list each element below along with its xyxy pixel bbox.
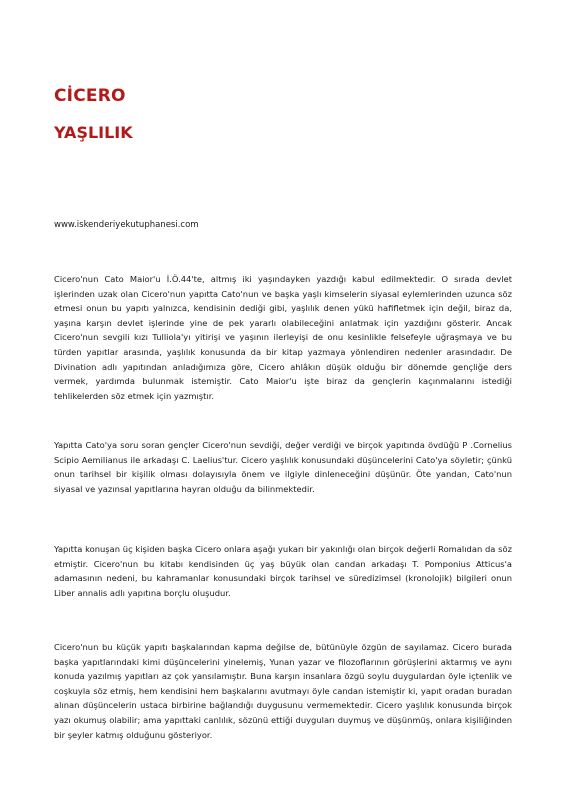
author-heading: CİCERO <box>54 86 126 106</box>
book-title: YAŞLILIK <box>54 123 133 142</box>
paragraph-1: Cicero'nun Cato Maior'u İ.Ö.44'te, altmış iki yaşındayken yazdığı kabul edilmektedir. O sırada devlet işlerinden uzak olan Cicero'nun yapıtta Cato'nun ve başka yaşlı kimselerin siyasal eylemlerinden uzunca söz etmesi onun bu yapıtı yalnızca, kendisinin dediği gibi, yaşlılık denen yükü hafifletmek için değil, biraz da, yaşına karşın devlet işlerinde yine de pek yararlı olabileceğini anlatmak için yazdığını gösterir. Ancak Cicero'nun sevgili kızı Tulliola'yı yitirişi ve yaşının ilerleyişi de onu kesinlikle felsefeyle uğraşmaya ve bu türden yapıtlar arasında, yaşlılık konusunda da bir kitap yazmaya yönlendiren nedenler arasındadır. De Divination adlı yapıtından anladığımıza göre, Cicero ahlâkın düşük olduğu bir dönemde gençliğe ders vermek, yardımda bulunmak istemiştir. Cato Maior'u işte biraz da gençlerin kaçınmalarını istediği tehlikelerden söz etmek için yazmıştır. <box>54 274 512 401</box>
paragraph-3: Yapıtta konuşan üç kişiden başka Cicero onlara aşağı yukarı bir yakınlığı olan birçok değerli Romalıdan da söz etmiştir. Cicero'nun bu kitabı kendisinden üç yaş büyük olan candan arkadaşı T. Pomponius Atticus'a adamasının nedeni, bu kahramanlar konusundaki birçok tarihsel ve süredizimsel (kronolojik) bilgileri onun Liber annalis adlı yapıtına borçlu oluşudur. <box>54 544 512 598</box>
paragraph-4: Cicero'nun bu küçük yapıtı başkalarından kapma değilse de, bütünüyle özgün de sayılamaz. Cicero burada başka yapıtlarındaki kimi düşüncelerini yinelemiş, Yunan yazar ve filozoflarının görüşlerini aktarmış ve aynı konuda yazılmış yapıtları az çok yansılamıştır. Buna karşın insanlara özgü soylu duygulardan öyle içtenlik ve coşkuyla söz etmiş, hem kendisini hem başkalarını avutmayı öyle candan istemiştir ki, yapıt oradan buradan alınan düşüncelerin ustaca birbirine bağlandığı duygusunu vermemektedir. Cicero yaşlılık konusunda birçok yazı okumuş olabilir; ama yapıttaki canlılık, sözünü ettiği duyguları duymuş ve düşünmüş, onlara kişiliğinden bir şeyler katmış olduğunu gösteriyor. <box>54 642 512 740</box>
website-link[interactable]: www.iskenderiyekutuphanesi.com <box>54 220 199 230</box>
paragraph-2: Yapıtta Cato'ya soru soran gençler Cicero'nun sevdiği, değer verdiği ve birçok yapıtında övdüğü P .Cornelius Scipio Aemilianus ile arkadaşı C. Laelius'tur. Cicero yaşlılık konusundaki düşüncelerini Cato'ya söyletir; çünkü onun tarihsel bir kişilik olması dolayısıyla önem ve ilgiyle dinleneceğini düşünür. Öte yandan, Cato'nun siyasal ve yazınsal yapıtlarına hayran olduğu da bilinmektedir. <box>54 440 512 494</box>
